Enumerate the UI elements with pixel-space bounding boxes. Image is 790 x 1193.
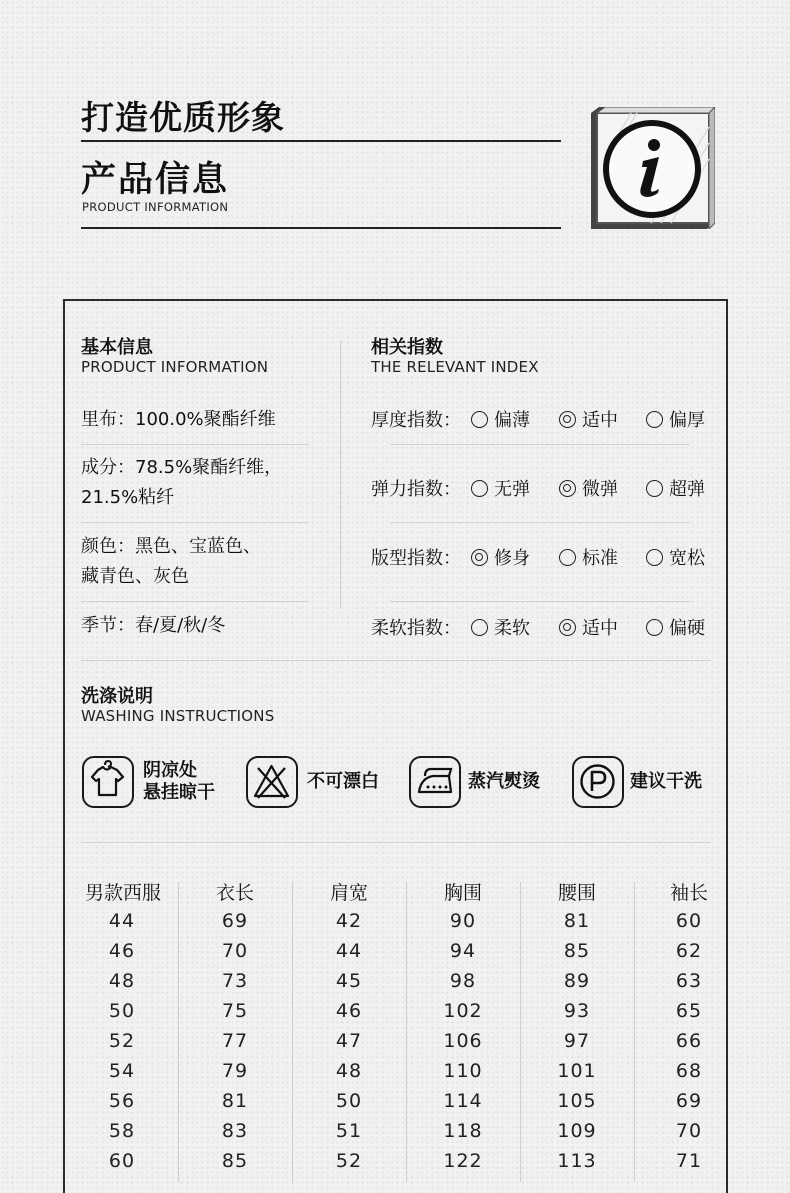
radio-icon <box>559 549 576 566</box>
index-label: 厚度指数： <box>371 410 461 431</box>
row-divider <box>81 601 309 602</box>
section-heading: 产品信息 <box>81 160 230 200</box>
index-option <box>646 614 705 640</box>
table-cell: 51 <box>335 1120 363 1142</box>
table-cell: 85 <box>563 940 591 962</box>
index-option <box>471 406 530 432</box>
colors-info-line1: 颜色：黑色、宝蓝色、 <box>81 536 261 557</box>
index-option <box>471 614 530 640</box>
option-label: 柔软 <box>494 618 530 639</box>
washing-title: 洗涤说明 <box>81 686 153 707</box>
row-divider <box>81 522 309 523</box>
table-cell: 65 <box>675 1000 703 1022</box>
info-icon <box>591 107 715 229</box>
colors-info-line2: 藏青色、灰色 <box>81 566 189 587</box>
table-column <box>423 908 503 1178</box>
option-label: 偏薄 <box>494 410 530 431</box>
option-label: 修身 <box>494 548 530 569</box>
radio-selected-icon <box>559 411 576 428</box>
index-option <box>646 544 705 570</box>
table-cell: 90 <box>449 910 477 932</box>
index-option <box>471 475 530 501</box>
table-cell: 48 <box>335 1060 363 1082</box>
table-cell: 83 <box>221 1120 249 1142</box>
page-heading: 打造优质形象 <box>81 98 285 137</box>
option-label: 无弹 <box>494 479 530 500</box>
table-cell: 69 <box>221 910 249 932</box>
lining-info: 里布：100.0%聚酯纤维 <box>81 409 276 430</box>
elasticity-index-row <box>371 475 711 503</box>
table-cell: 46 <box>108 940 136 962</box>
radio-icon <box>646 480 663 497</box>
table-cell: 97 <box>563 1030 591 1052</box>
section-divider <box>81 660 711 661</box>
basic-info-title: 基本信息 <box>81 337 153 358</box>
table-header: 肩宽 <box>329 882 368 904</box>
section-heading-english: PRODUCT INFORMATION <box>82 200 229 214</box>
shirt-hang-icon <box>82 756 134 808</box>
wash-label: 蒸汽熨烫 <box>468 771 540 792</box>
table-cell: 66 <box>675 1030 703 1052</box>
table-divider <box>634 882 635 1182</box>
index-label: 柔软指数： <box>371 618 461 639</box>
table-cell: 45 <box>335 970 363 992</box>
table-cell: 93 <box>563 1000 591 1022</box>
table-divider <box>178 882 179 1182</box>
table-cell: 63 <box>675 970 703 992</box>
table-column <box>649 908 729 1178</box>
index-option <box>559 614 618 640</box>
table-cell: 56 <box>108 1090 136 1112</box>
steam-iron-icon <box>409 756 461 808</box>
softness-index-row <box>371 614 711 642</box>
option-label: 适中 <box>582 410 618 431</box>
radio-icon <box>471 480 488 497</box>
index-option <box>559 475 618 501</box>
option-label: 超弹 <box>669 479 705 500</box>
fit-index-row <box>371 544 711 572</box>
season-info: 季节：春/夏/秋/冬 <box>81 615 226 636</box>
table-cell: 48 <box>108 970 136 992</box>
table-cell: 89 <box>563 970 591 992</box>
table-column <box>195 908 275 1178</box>
row-divider <box>390 522 690 523</box>
table-column <box>82 908 162 1178</box>
option-label: 偏厚 <box>669 410 705 431</box>
index-title: 相关指数 <box>371 337 443 358</box>
table-cell: 101 <box>557 1060 597 1082</box>
table-cell: 62 <box>675 940 703 962</box>
basic-info-subtitle: PRODUCT INFORMATION <box>81 358 269 376</box>
table-cell: 102 <box>443 1000 483 1022</box>
table-cell: 77 <box>221 1030 249 1052</box>
table-cell: 69 <box>675 1090 703 1112</box>
table-cell: 81 <box>563 910 591 932</box>
index-option <box>646 475 705 501</box>
table-cell: 44 <box>335 940 363 962</box>
row-divider <box>390 444 690 445</box>
table-divider <box>406 882 407 1182</box>
table-cell: 109 <box>557 1120 597 1142</box>
table-cell: 52 <box>108 1030 136 1052</box>
washing-subtitle: WASHING INSTRUCTIONS <box>81 707 275 725</box>
option-label: 标准 <box>582 548 618 569</box>
composition-info-line2: 21.5%粘纤 <box>81 487 175 508</box>
table-cell: 106 <box>443 1030 483 1052</box>
table-cell: 50 <box>335 1090 363 1112</box>
index-subtitle: THE RELEVANT INDEX <box>371 358 539 376</box>
table-header: 胸围 <box>443 882 482 904</box>
table-cell: 44 <box>108 910 136 932</box>
table-cell: 60 <box>108 1150 136 1172</box>
index-label: 版型指数： <box>371 548 461 569</box>
table-cell: 70 <box>221 940 249 962</box>
wash-label: 建议干洗 <box>630 771 702 792</box>
index-label: 弹力指数： <box>371 479 461 500</box>
table-cell: 73 <box>221 970 249 992</box>
table-header: 男款西服 <box>84 882 161 904</box>
table-cell: 71 <box>675 1150 703 1172</box>
option-label: 宽松 <box>669 548 705 569</box>
table-cell: 122 <box>443 1150 483 1172</box>
table-cell: 54 <box>108 1060 136 1082</box>
table-divider <box>292 882 293 1182</box>
table-cell: 81 <box>221 1090 249 1112</box>
column-divider <box>340 340 341 608</box>
index-option <box>559 406 618 432</box>
table-cell: 79 <box>221 1060 249 1082</box>
radio-selected-icon <box>471 549 488 566</box>
dry-clean-p-icon <box>572 756 624 808</box>
index-option <box>559 544 618 570</box>
table-cell: 46 <box>335 1000 363 1022</box>
table-cell: 68 <box>675 1060 703 1082</box>
option-label: 适中 <box>582 618 618 639</box>
table-cell: 42 <box>335 910 363 932</box>
index-option <box>471 544 530 570</box>
table-cell: 110 <box>443 1060 483 1082</box>
table-cell: 47 <box>335 1030 363 1052</box>
table-divider <box>520 882 521 1182</box>
radio-icon <box>471 619 488 636</box>
heading-bottom-divider <box>81 227 561 229</box>
table-cell: 52 <box>335 1150 363 1172</box>
composition-info-line1: 成分：78.5%聚酯纤维， <box>81 457 283 478</box>
no-bleach-icon <box>246 756 298 808</box>
radio-selected-icon <box>559 480 576 497</box>
heading-divider <box>81 140 561 142</box>
table-cell: 50 <box>108 1000 136 1022</box>
table-header: 衣长 <box>215 882 254 904</box>
table-cell: 94 <box>449 940 477 962</box>
radio-icon <box>646 619 663 636</box>
table-cell: 105 <box>557 1090 597 1112</box>
wash-label: 阴凉处 悬挂晾干 <box>143 760 215 803</box>
option-label: 微弹 <box>582 479 618 500</box>
section-divider <box>81 842 711 843</box>
table-cell: 85 <box>221 1150 249 1172</box>
table-column <box>537 908 617 1178</box>
table-column <box>309 908 389 1178</box>
radio-icon <box>646 549 663 566</box>
table-header: 袖长 <box>669 882 708 904</box>
table-cell: 113 <box>557 1150 597 1172</box>
option-label: 偏硬 <box>669 618 705 639</box>
table-cell: 75 <box>221 1000 249 1022</box>
radio-icon <box>471 411 488 428</box>
table-cell: 118 <box>443 1120 483 1142</box>
row-divider <box>81 444 309 445</box>
radio-selected-icon <box>559 619 576 636</box>
table-header: 腰围 <box>557 882 596 904</box>
table-cell: 70 <box>675 1120 703 1142</box>
index-option <box>646 406 705 432</box>
radio-icon <box>646 411 663 428</box>
thickness-index-row <box>371 406 711 434</box>
table-cell: 58 <box>108 1120 136 1142</box>
table-cell: 114 <box>443 1090 483 1112</box>
row-divider <box>390 601 690 602</box>
wash-label: 不可漂白 <box>307 771 379 792</box>
table-cell: 60 <box>675 910 703 932</box>
table-cell: 98 <box>449 970 477 992</box>
